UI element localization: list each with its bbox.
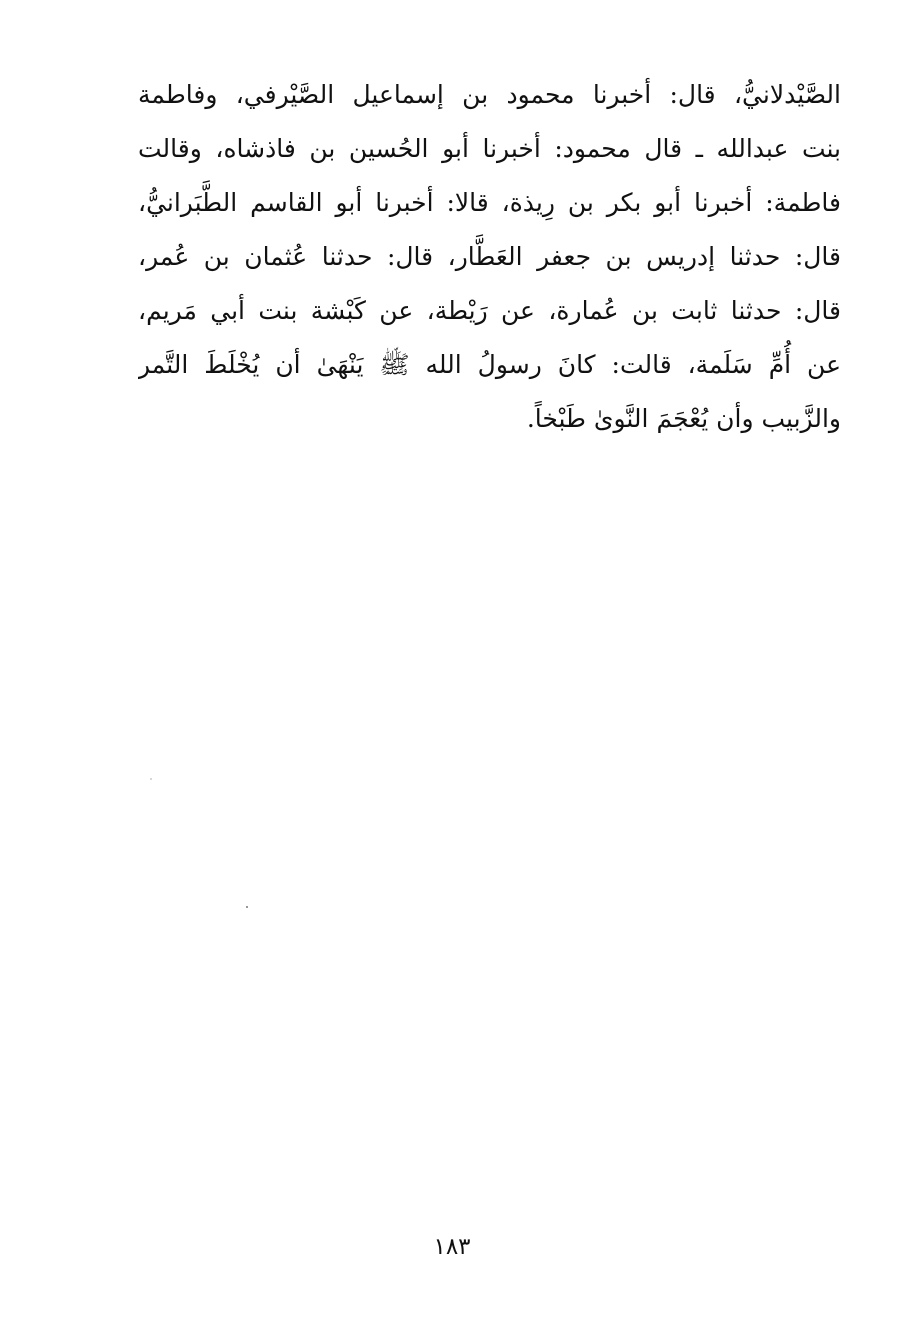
text-line: فاطمة: أخبرنا أبو بكر بن رِيذة، قالا: أخبرنا أبو القاسم الطَّبَرانيُّ، bbox=[138, 188, 841, 217]
page-number: ١٨٣ bbox=[433, 1234, 471, 1260]
scan-speck bbox=[150, 778, 152, 780]
text-line: قال: حدثنا إدريس بن جعفر العَطَّار، قال: حدثنا عُثمان بن عُمر، bbox=[138, 242, 841, 271]
text-line: الصَّيْدلانيُّ، قال: أخبرنا محمود بن إسماعيل الصَّيْرفي، وفاطمة bbox=[138, 80, 841, 109]
text-line-last: والزَّبيب وأن يُعْجَمَ النَّوىٰ طَبْخاً. bbox=[526, 404, 841, 433]
text-line: عن أُمِّ سَلَمة، قالت: كانَ رسولُ الله ﷺ يَنْهَىٰ أن يُخْلَطَ التَّمر bbox=[138, 350, 841, 379]
hadith-paragraph bbox=[138, 68, 841, 446]
scan-speck bbox=[246, 906, 248, 908]
text-line: بنت عبدالله ـ قال محمود: أخبرنا أبو الحُسين بن فاذشاه، وقالت bbox=[138, 134, 841, 163]
text-line: قال: حدثنا ثابت بن عُمارة، عن رَيْطة، عن كَبْشة بنت أبي مَريم، bbox=[138, 296, 841, 325]
